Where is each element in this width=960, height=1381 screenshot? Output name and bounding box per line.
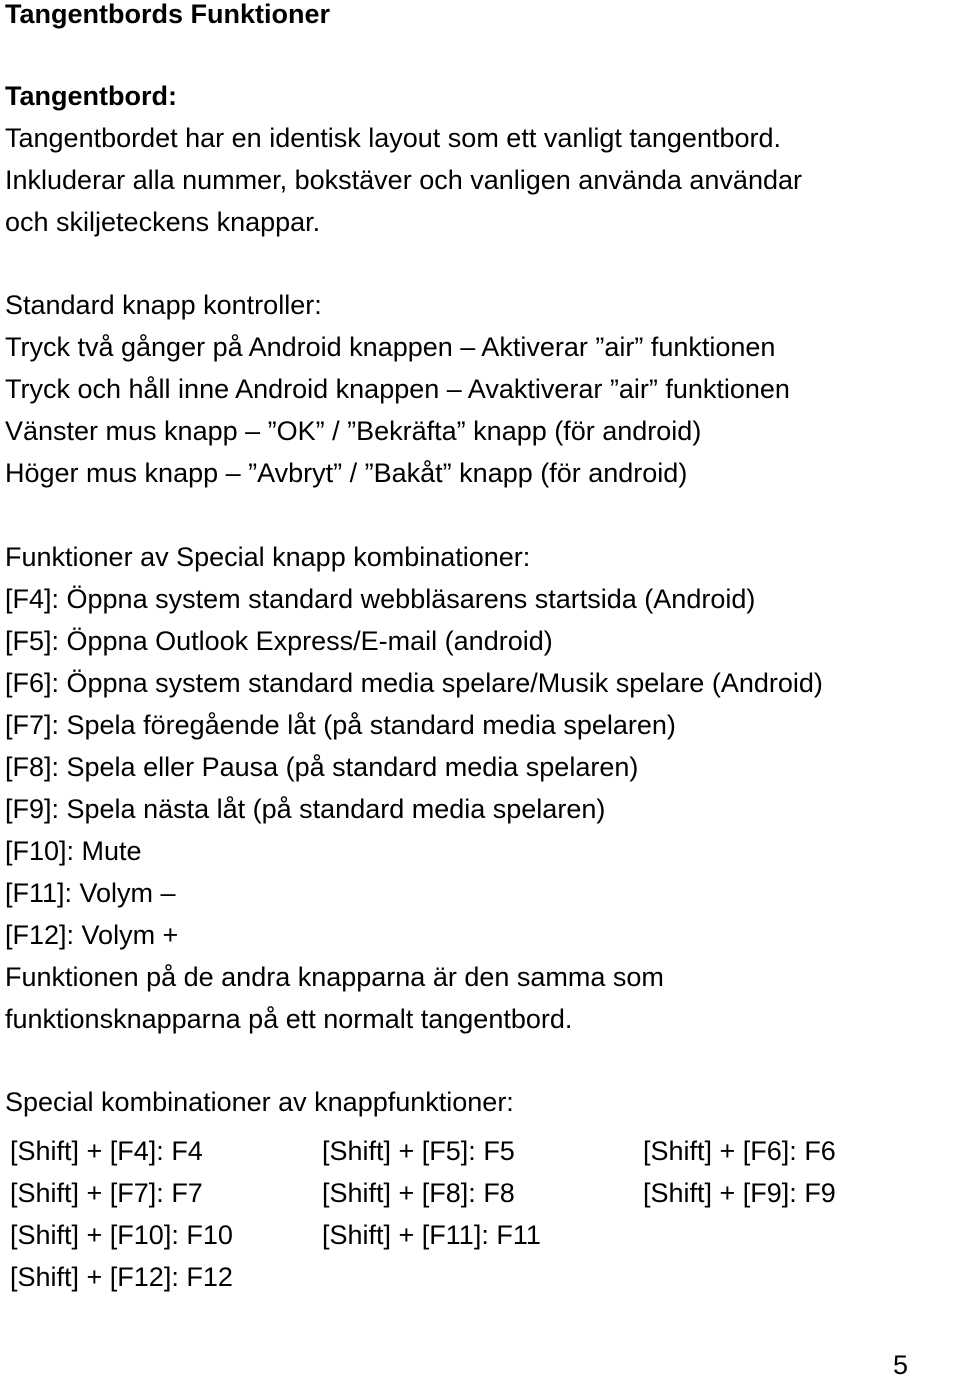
special-function-line: [F6]: Öppna system standard media spelare/Musik spelare (Android) [5, 668, 823, 698]
special-function-line: [F12]: Volym + [5, 920, 179, 950]
page-title: Tangentbords Funktioner [5, 0, 330, 29]
special-function-line: [F5]: Öppna Outlook Express/E-mail (android) [5, 626, 553, 656]
standard-control-line: Tryck två gånger på Android knappen – Aktiverar ”air” funktionen [5, 332, 776, 362]
keyboard-line: Inkluderar alla nummer, bokstäver och vanligen använda användar [5, 165, 802, 195]
shift-combination: [Shift] + [F4]: F4 [10, 1136, 203, 1166]
shift-combination: [Shift] + [F5]: F5 [322, 1136, 515, 1166]
special-functions-heading: Funktioner av Special knapp kombinationer: [5, 542, 531, 572]
keyboard-line: Tangentbordet har en identisk layout som ett vanligt tangentbord. [5, 123, 781, 153]
special-function-line: [F11]: Volym – [5, 878, 176, 908]
standard-controls-heading: Standard knapp kontroller: [5, 290, 322, 320]
shift-combination: [Shift] + [F6]: F6 [643, 1136, 836, 1166]
special-function-line: [F8]: Spela eller Pausa (på standard media spelaren) [5, 752, 639, 782]
standard-control-line: Vänster mus knapp – ”OK” / ”Bekräfta” knapp (för android) [5, 416, 702, 446]
keyboard-heading: Tangentbord: [5, 81, 177, 111]
shift-combination: [Shift] + [F12]: F12 [10, 1262, 233, 1292]
standard-control-line: Höger mus knapp – ”Avbryt” / ”Bakåt” knapp (för android) [5, 458, 688, 488]
special-function-line: [F4]: Öppna system standard webbläsarens startsida (Android) [5, 584, 756, 614]
shift-combination: [Shift] + [F11]: F11 [322, 1220, 541, 1250]
keyboard-line: och skiljeteckens knappar. [5, 207, 321, 237]
page-number: 5 [893, 1350, 909, 1380]
standard-control-line: Tryck och håll inne Android knappen – Avaktiverar ”air” funktionen [5, 374, 790, 404]
special-function-line: [F9]: Spela nästa låt (på standard media spelaren) [5, 794, 606, 824]
shift-combination: [Shift] + [F7]: F7 [10, 1178, 203, 1208]
special-function-line: funktionsknapparna på ett normalt tangentbord. [5, 1004, 573, 1034]
shift-combinations-heading: Special kombinationer av knappfunktioner: [5, 1087, 514, 1117]
shift-combination: [Shift] + [F8]: F8 [322, 1178, 515, 1208]
shift-combination: [Shift] + [F9]: F9 [643, 1178, 836, 1208]
special-function-line: [F7]: Spela föregående låt (på standard media spelaren) [5, 710, 676, 740]
shift-combination: [Shift] + [F10]: F10 [10, 1220, 233, 1250]
special-function-line: [F10]: Mute [5, 836, 142, 866]
special-function-line: Funktionen på de andra knapparna är den samma som [5, 962, 664, 992]
